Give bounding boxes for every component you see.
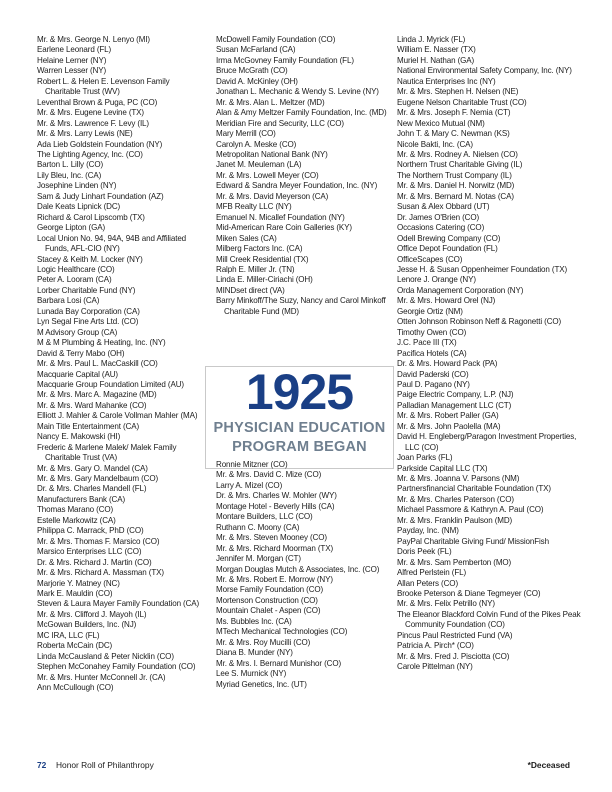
donor-entry: Lunada Bay Corporation (CA) (37, 306, 140, 316)
donor-entry: The Lighting Agency, Inc. (CO) (37, 149, 143, 159)
donor-entry: National Environmental Safety Company, Inc. (NY) (397, 66, 572, 76)
callout-year: 1925 (245, 364, 354, 420)
donor-entry: Mary Merrill (CO) (216, 129, 276, 139)
donor-entry: Mark E. Mauldin (CO) (37, 589, 113, 599)
donor-entry: Mortenson Construction (CO) (216, 595, 318, 605)
donor-entry: Diana B. Munder (NY) (216, 648, 293, 658)
donor-entry: PayPal Charitable Giving Fund/ MissionFish (397, 536, 549, 546)
donor-entry: Lyn Segal Fine Arts Ltd. (CO) (37, 317, 139, 327)
donor-entry: Mill Creek Residential (TX) (216, 254, 309, 264)
donor-entry: Mr. & Mrs. Sam Pemberton (MO) (397, 557, 512, 567)
donor-entry: Barton L. Lilly (CO) (37, 160, 104, 170)
donor-entry: Dr. & Mrs. Howard Pack (PA) (397, 359, 498, 369)
donor-entry: George Lipton (GA) (37, 223, 106, 233)
donor-entry: Macquarie Group Foundation Limited (AU) (37, 379, 184, 389)
donor-entry: Georgie Ortiz (NM) (397, 306, 463, 316)
donor-entry: Mountain Chalet - Aspen (CO) (216, 606, 321, 616)
donor-entry: Stephen McConahey Family Foundation (CO) (37, 662, 196, 672)
donor-entry: Mr. & Mrs. Rodney A. Nielsen (CO) (397, 149, 518, 159)
history-callout-box (205, 366, 394, 469)
donor-entry: Office Depot Foundation (FL) (397, 244, 498, 254)
donor-entry: Mr. & Mrs. Gary Mandelbaum (CO) (37, 474, 159, 484)
donor-entry: Mr. & Mrs. Larry Lewis (NE) (37, 129, 133, 139)
donor-entry: Mr. & Mrs. Richard Moorman (TX) (216, 543, 333, 553)
publication-title: Honor Roll of Philanthropy (56, 760, 154, 770)
donor-entry: Pacifica Hotels (CA) (397, 348, 467, 358)
donor-entry: Stacey & Keith M. Locker (NY) (37, 254, 143, 264)
donor-entry: Meridian Fire and Security, LLC (CO) (216, 118, 344, 128)
donor-entry: Mr. & Mrs. Alan L. Meltzer (MD) (216, 97, 325, 107)
donor-entry: Barry Minkoff/The Suzy, Nancy and Carol Minkoff Charitable Fund (MD) (216, 296, 386, 316)
donor-entry: Emanuel N. Micallef Foundation (NY) (216, 212, 345, 222)
donor-entry: Joan Parks (FL) (397, 453, 453, 463)
donor-entry: Patricia A. Pirch* (CO) (397, 641, 474, 651)
donor-entry: New Mexico Mutual (NM) (397, 118, 485, 128)
donor-entry: Mr. & Mrs. Charles Paterson (CO) (397, 494, 514, 504)
donor-entry: MFB Realty LLC (NY) (216, 202, 292, 212)
donor-entry: Ann McCullough (CO) (37, 683, 114, 693)
donor-entry: Milberg Factors Inc. (CA) (216, 244, 303, 254)
donor-entry: David & Terry Mabo (OH) (37, 348, 125, 358)
donor-entry: Brooke Peterson & Diane Tegmeyer (CO) (397, 589, 541, 599)
donor-entry: Mr. & Mrs. Thomas F. Marsico (CO) (37, 536, 160, 546)
donor-entry: Northern Trust Charitable Giving (IL) (397, 160, 523, 170)
donor-entry: Jennifer M. Morgan (CT) (216, 554, 301, 564)
donor-entry: Peter A. Looram (CA) (37, 275, 112, 285)
donor-entry: Jesse H. & Susan Oppenheimer Foundation (TX) (397, 264, 568, 274)
donor-entry: David Paderski (CO) (397, 369, 469, 379)
donor-entry: MC IRA, LLC (FL) (37, 630, 100, 640)
donor-entry: Local Union No. 94, 94A, 94B and Affiliated Funds, AFL-CIO (NY) (37, 233, 187, 254)
donor-entry: Orda Management Corporation (NY) (397, 285, 524, 295)
page-number: 72 (37, 760, 47, 770)
donor-entry: Mr. & Mrs. Howard Orel (NJ) (397, 296, 496, 306)
donor-entry: Mr. & Mrs. Lowell Meyer (CO) (216, 170, 319, 180)
deceased-footnote: *Deceased (527, 760, 570, 770)
donor-entry: Mr. & Mrs. Franklin Paulson (MD) (397, 515, 513, 525)
donor-entry: Dr. & Mrs. Richard J. Martin (CO) (37, 557, 152, 567)
donor-entry: Ada Lieb Goldstein Foundation (NY) (37, 139, 163, 149)
donor-entry: Dr. & Mrs. Charles Mandell (FL) (37, 484, 147, 494)
donor-entry: David A. McKinley (OH) (216, 76, 298, 86)
donor-entry: Frederic & Marlene Malek/ Malek Family Charitable Trust (VA) (37, 442, 177, 463)
donor-entry: Main Title Entertainment (CA) (37, 421, 140, 431)
donor-entry: Nancy E. Makowski (HI) (37, 432, 121, 442)
donor-entry: Mr. & Mrs. Steven Mooney (CO) (216, 533, 327, 543)
donor-entry: Morse Family Foundation (CO) (216, 585, 324, 595)
donor-entry: Sam & Judy Linhart Foundation (AZ) (37, 191, 164, 201)
donor-entry: Steven & Laura Mayer Family Foundation (CA) (37, 599, 200, 609)
donor-entry: Montage Hotel - Beverly Hills (CA) (216, 501, 335, 511)
donor-entry: Mr. & Mrs. Lawrence F. Levy (IL) (37, 118, 149, 128)
donor-entry: Mr. & Mrs. Roy Mucilli (CO) (216, 637, 311, 647)
donor-entry: Mr. & Mrs. Daniel H. Norwitz (MD) (397, 181, 515, 191)
donor-entry: Mr. & Mrs. Hunter McConnell Jr. (CA) (37, 672, 166, 682)
donor-entry: Nautica Enterprises Inc (NY) (397, 76, 496, 86)
donor-entry: Ms. Bubbles Inc. (CA) (216, 616, 292, 626)
donor-entry: Carolyn A. Meske (CO) (216, 139, 297, 149)
donor-entry: Larry A. Mizel (CO) (216, 480, 283, 490)
donor-entry: Mr. & Mrs. Joseph F. Nemia (CT) (397, 108, 511, 118)
donor-entry: Mr. & Mrs. John Paolella (MA) (397, 421, 501, 431)
callout-line-2: PROGRAM BEGAN (232, 439, 367, 455)
donor-entry: Macquarie Capital (AU) (37, 369, 118, 379)
donor-entry: Elliott J. Mahler & Carole Vollman Mahler (MA) (37, 411, 198, 421)
donor-entry: McDowell Family Foundation (CO) (216, 35, 336, 44)
donor-entry: Alfred Perlstein (FL) (397, 568, 467, 578)
donor-entry: Barbara Losi (CA) (37, 296, 100, 306)
donor-entry: Nicole Bakti, Inc. (CA) (397, 139, 473, 149)
donor-entry: Dale Keats Lipnick (DC) (37, 202, 121, 212)
donor-entry: William E. Nasser (TX) (397, 45, 476, 55)
donor-entry: Otten Johnson Robinson Neff & Ragonetti (CO) (397, 317, 562, 327)
donor-column-1 (37, 35, 207, 694)
donor-entry: Odell Brewing Company (CO) (397, 233, 501, 243)
donor-entry: Manufacturers Bank (CA) (37, 494, 126, 504)
donor-entry: Mr. & Mrs. Robert E. Morrow (NY) (216, 574, 333, 584)
donor-entry: Josephine Linden (NY) (37, 181, 117, 191)
donor-entry: Thomas Marano (CO) (37, 505, 114, 515)
donor-entry: Doris Peek (FL) (397, 547, 452, 557)
donor-entry: OfficeScapes (CO) (397, 254, 463, 264)
donor-entry: Lily Bleu, Inc. (CA) (37, 170, 102, 180)
donor-entry: Metropolitan National Bank (NY) (216, 149, 328, 159)
donor-entry: Lenore J. Orange (NY) (397, 275, 476, 285)
donor-column-3 (397, 35, 587, 673)
donor-entry: Linda J. Myrick (FL) (397, 35, 466, 44)
donor-entry: Mr. & Mrs. I. Bernard Munishor (CO) (216, 658, 342, 668)
donor-entry: Mr. & Mrs. Fred J. Pisciotta (CO) (397, 651, 510, 661)
donor-entry: Carole Pittelman (NY) (397, 662, 473, 672)
donor-entry: Dr. James O'Brien (CO) (397, 212, 480, 222)
donor-entry: Ralph E. Miller Jr. (TN) (216, 264, 295, 274)
donor-entry: Susan McFarland (CA) (216, 45, 296, 55)
donor-entry: Mr. & Mrs. David C. Mize (CO) (216, 470, 322, 480)
donor-entry: Payday, Inc. (NM) (397, 526, 459, 536)
donor-entry: The Eleanor Blackford Colvin Fund of the Pikes Peak Community Foundation (CO) (397, 609, 581, 630)
donor-entry: J.C. Pace III (TX) (397, 338, 457, 348)
donor-entry: Alan & Amy Meltzer Family Foundation, Inc. (MD) (216, 108, 387, 118)
donor-entry: Michael Passmore & Kathryn A. Paul (CO) (397, 505, 544, 515)
donor-entry: Miken Sales (CA) (216, 233, 277, 243)
donor-entry: Allan Peters (CO) (397, 578, 459, 588)
donor-entry: Marsico Enterprises LLC (CO) (37, 547, 142, 557)
donor-entry: Mr. & Mrs. Paul L. MacCaskill (CO) (37, 359, 158, 369)
donor-entry: Irma McGovney Family Foundation (FL) (216, 55, 354, 65)
donor-entry: Helaine Lerner (NY) (37, 55, 107, 65)
donor-entry: Lee S. Murnick (NY) (216, 669, 287, 679)
donor-entry: Mr. & Mrs. Richard A. Massman (TX) (37, 568, 164, 578)
donor-entry: Mr. & Mrs. David Meyerson (CA) (216, 191, 329, 201)
donor-entry: Mr. & Mrs. Joanna V. Parsons (NM) (397, 474, 520, 484)
donor-entry: Paige Electric Company, L.P. (NJ) (397, 390, 514, 400)
donor-entry: Parkside Capital LLC (TX) (397, 463, 488, 473)
donor-entry: Timothy Owen (CO) (397, 327, 467, 337)
donor-entry: Mr. & Mrs. Clifford J. Mayoh (IL) (37, 609, 147, 619)
donor-entry: Janet M. Meuleman (LA) (216, 160, 302, 170)
donor-entry: Mr. & Mrs. George N. Lenyo (MI) (37, 35, 150, 44)
donor-entry: Pincus Paul Restricted Fund (VA) (397, 630, 513, 640)
donor-entry: Montare Builders, LLC (CO) (216, 512, 313, 522)
donor-entry: Mr. & Mrs. Ward Mahanke (CO) (37, 400, 147, 410)
donor-entry: Mr. & Mrs. Gary O. Mandel (CA) (37, 463, 148, 473)
donor-entry: Mr. & Mrs. Stephen H. Nelsen (NE) (397, 87, 519, 97)
donor-entry: Partnersfinancial Charitable Foundation (TX) (397, 484, 551, 494)
donor-entry: Dr. & Mrs. Charles W. Mohler (WY) (216, 491, 337, 501)
donor-entry: Estelle Markowitz (CA) (37, 515, 116, 525)
donor-entry: Leventhal Brown & Puga, PC (CO) (37, 97, 158, 107)
donor-entry: Mr. & Mrs. Eugene Levine (TX) (37, 108, 144, 118)
donor-entry: MTech Mechanical Technologies (CO) (216, 627, 348, 637)
donor-entry: Robert L. & Helen E. Levenson Family Charitable Trust (WV) (37, 76, 170, 97)
donor-entry: Eugene Nelson Charitable Trust (CO) (397, 97, 527, 107)
donor-entry: Ronnie Mitzner (CO) (216, 460, 288, 469)
donor-entry: Edward & Sandra Meyer Foundation, Inc. (NY) (216, 181, 378, 191)
donor-entry: John T. & Mary C. Newman (KS) (397, 129, 510, 139)
donor-entry: Myriad Genetics, Inc. (UT) (216, 679, 307, 689)
donor-entry: Mr. & Mrs. Robert Paller (GA) (397, 411, 499, 421)
donor-entry: The Northern Trust Company (IL) (397, 170, 512, 180)
donor-entry: Lorber Charitable Fund (NY) (37, 285, 136, 295)
donor-entry: Linda McCausland & Peter Nicklin (CO) (37, 651, 174, 661)
donor-entry: McGowan Builders, Inc. (NJ) (37, 620, 137, 630)
donor-entry: Paul D. Pagano (NY) (397, 379, 470, 389)
donor-entry: Palladian Management LLC (CT) (397, 400, 512, 410)
donor-entry: Jonathan L. Mechanic & Wendy S. Levine (NY) (216, 87, 379, 97)
donor-entry: Marjorie Y. Matney (NC) (37, 578, 120, 588)
donor-entry: Roberta McCain (DC) (37, 641, 113, 651)
donor-entry: Susan & Alex Obbard (UT) (397, 202, 490, 212)
donor-entry: Warren Lesser (NY) (37, 66, 107, 76)
donor-entry: Earlene Leonard (FL) (37, 45, 112, 55)
donor-column-2-top (216, 35, 392, 317)
donor-entry: Linda E. Miller-Ciriachi (OH) (216, 275, 313, 285)
donor-entry: Mid-American Rare Coin Galleries (KY) (216, 223, 352, 233)
donor-entry: Logic Healthcare (CO) (37, 264, 115, 274)
donor-entry: Occasions Catering (CO) (397, 223, 485, 233)
donor-entry: Mr. & Mrs. Marc A. Magazine (MD) (37, 390, 157, 400)
donor-entry: Philippa C. Marrack, PhD (CO) (37, 526, 144, 536)
donor-entry: David H. Engleberg/Paragon Investment Properties, LLC (CO) (397, 432, 577, 452)
donor-entry: Richard & Carol Lipscomb (TX) (37, 212, 145, 222)
donor-entry: M Advisory Group (CA) (37, 327, 118, 337)
callout-line-1: PHYSICIAN EDUCATION (213, 420, 386, 436)
donor-column-2-bottom (216, 460, 392, 690)
donor-entry: Ruthann C. Moony (CA) (216, 522, 300, 532)
donor-entry: Muriel H. Nathan (GA) (397, 55, 475, 65)
donor-entry: Mr. & Mrs. Felix Petrillo (NY) (397, 599, 495, 609)
donor-entry: MINDset direct (VA) (216, 285, 285, 295)
donor-entry: Morgan Douglas Mutch & Associates, Inc. (CO) (216, 564, 380, 574)
donor-entry: Bruce McGrath (CO) (216, 66, 288, 76)
donor-entry: M & M Plumbing & Heating, Inc. (NY) (37, 338, 166, 348)
donor-entry: Mr. & Mrs. Bernard M. Notas (CA) (397, 191, 514, 201)
